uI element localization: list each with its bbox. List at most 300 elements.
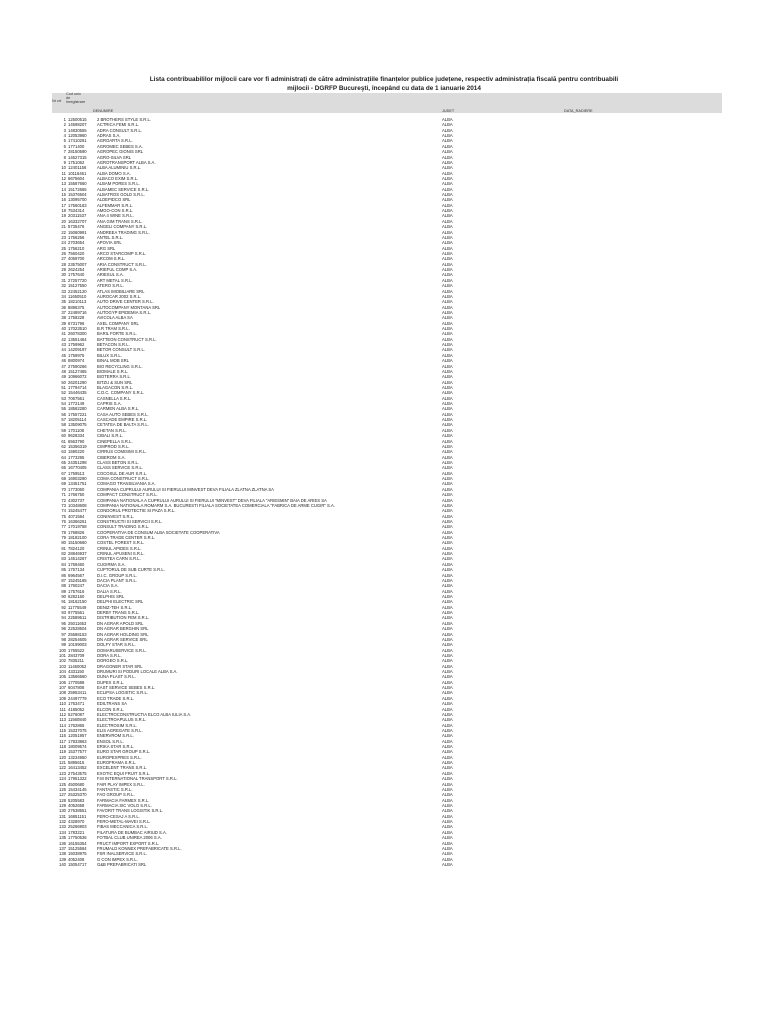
row-judet: ALBA (442, 797, 453, 803)
row-name: CETATEA DE BALTA S.R.L. (97, 422, 149, 428)
row-name: CIBALI S.R.L. (97, 433, 124, 439)
row-cif: 9775561 (68, 610, 85, 616)
row-cif: 16366261 (68, 518, 87, 524)
row-number: 80 (61, 540, 66, 546)
row-number: 97 (61, 631, 66, 637)
row-judet: ALBA (442, 502, 453, 508)
row-number: 124 (59, 776, 66, 782)
row-judet: ALBA (442, 411, 453, 417)
row-cif: 15060991 (68, 229, 87, 235)
row-name: DRUMURI SI PODURI LOCALE ALBA S.A. (97, 669, 178, 675)
row-name: ALFEMMAR S.R.L. (97, 202, 134, 208)
row-name: ALBAMEC SERVICE S.R.L. (97, 186, 150, 192)
row-name: BILUX S.R.L. (97, 352, 122, 358)
row-number: 105 (59, 674, 66, 680)
row-judet: ALBA (442, 320, 453, 326)
row-cif: 16155354 (68, 840, 87, 846)
row-cif: 27543575 (68, 770, 87, 776)
row-number: 81 (61, 545, 66, 551)
row-cif: 17019758 (68, 524, 87, 530)
row-name: COOPERATIVA DE CONSUM ALBA SOCIETATE COOPERATIVA (97, 529, 220, 535)
row-number: 98 (61, 636, 66, 642)
row-number: 7 (63, 149, 66, 155)
row-number: 5 (63, 138, 66, 144)
row-number: 88 (61, 583, 66, 589)
row-number: 120 (59, 754, 66, 760)
row-number: 94 (61, 615, 66, 621)
row-name: FERO-CESAJ A S.R.L. (97, 813, 140, 819)
row-cif: 1783221 (68, 829, 85, 835)
row-cif: 24351298 (68, 460, 87, 465)
row-name: DACIA PLANT S.R.L. (97, 577, 137, 583)
row-number: 44 (61, 347, 66, 353)
row-cif: 10199003 (68, 642, 87, 648)
row-judet: ALBA (442, 181, 453, 187)
row-cif: 1757640 (68, 272, 85, 278)
row-number: 16 (61, 197, 66, 203)
row-name: G&B PREFABRICATI SRL (97, 861, 147, 867)
row-cif: 18009574 (68, 744, 87, 750)
row-number: 67 (61, 470, 66, 476)
row-number: 56 (61, 411, 66, 417)
row-name: ALBACO EXIM S.R.L. (97, 175, 139, 181)
row-name: CRINUL APIDES S.R.L. (97, 545, 142, 551)
row-number: 101 (59, 652, 66, 658)
row-name: CARMEN ALBA S.R.L. (97, 406, 140, 412)
row-cif: 23575007 (68, 261, 87, 267)
row-cif: 7534314 (68, 208, 85, 214)
row-judet: ALBA (442, 669, 453, 675)
row-judet: ALBA (442, 701, 453, 707)
row-cif: 11650510 (68, 293, 87, 299)
row-judet: ALBA (442, 192, 453, 198)
row-name: ANGELI COMPANY S.R.L. (97, 224, 148, 230)
row-cif: 15434145 (68, 786, 87, 792)
row-judet: ALBA (442, 513, 453, 519)
row-judet: ALBA (442, 824, 453, 830)
row-name: ALBA ALUMINIU S.R.L. (97, 165, 142, 171)
row-judet: ALBA (442, 363, 453, 369)
row-number: 75 (61, 513, 66, 519)
row-judet: ALBA (442, 309, 453, 315)
row-number: 140 (59, 861, 66, 867)
row-judet: ALBA (442, 765, 453, 771)
row-number: 35 (61, 299, 66, 305)
row-judet: ALBA (442, 304, 453, 310)
row-cif: 5895615 (68, 760, 85, 766)
row-judet: ALBA (442, 272, 453, 278)
row-judet: ALBA (442, 652, 453, 658)
row-name: F.M INTERNATIONAL TRANSPORT S.R.L. (97, 776, 178, 782)
row-judet: ALBA (442, 647, 453, 653)
row-name: AVICOLA ALBA SA (97, 315, 133, 321)
row-judet: ALBA (442, 690, 453, 696)
row-judet: ALBA (442, 326, 453, 332)
row-number: 12 (61, 175, 66, 181)
row-judet: ALBA (442, 384, 453, 390)
row-cif: 27590266 (68, 363, 87, 369)
row-name: CLASS SERVICE S.R.L. (97, 465, 144, 471)
row-judet: ALBA (442, 352, 453, 358)
row-cif: 6282160 (68, 593, 85, 599)
row-judet: ALBA (442, 213, 453, 219)
row-number: 130 (59, 808, 66, 814)
row-name: COMA CONSTRUCT S.R.L. (97, 476, 150, 482)
row-judet: ALBA (442, 663, 453, 669)
row-cif: 1701108 (68, 427, 84, 433)
row-number: 63 (61, 449, 66, 455)
row-number: 3 (63, 127, 66, 133)
row-number: 30 (61, 272, 66, 278)
row-name: ECLIPSA LOGISTIC S.R.L. (97, 690, 148, 696)
row-name: ADRAS S.A. (97, 133, 121, 139)
row-judet: ALBA (442, 604, 453, 610)
row-judet: ALBA (442, 170, 453, 176)
row-name: ALBAM PORES S.R.L. (97, 181, 140, 187)
row-judet: ALBA (442, 508, 453, 514)
row-judet: ALBA (442, 224, 453, 230)
row-cif: 11775549 (68, 604, 87, 610)
row-cif: 13234950 (68, 754, 87, 760)
row-number: 109 (59, 695, 66, 701)
row-cif: 1770588 (68, 679, 85, 685)
row-cif: 1773295 (68, 454, 85, 460)
row-name: FRUCT IMPORT EXPORT S.R.L. (97, 840, 160, 846)
row-cif: 17750536 (68, 835, 87, 841)
row-cif: 24497779 (68, 695, 87, 701)
row-cif: 17833863 (68, 738, 87, 744)
row-name: FIBAS MECCANICA S.R.L. (97, 824, 148, 830)
row-cif: 10348608 (68, 502, 87, 508)
row-name: AGRO-SILVA SRL (97, 154, 132, 160)
row-number: 29 (61, 267, 66, 273)
row-cif: 11460052 (68, 663, 87, 669)
row-judet: ALBA (442, 813, 453, 819)
row-number: 104 (59, 669, 66, 675)
row-number: 125 (59, 781, 66, 787)
row-judet: ALBA (442, 545, 453, 551)
row-cif: 14627315 (68, 154, 87, 160)
row-name: DRAGONER STAR SRL (97, 663, 143, 669)
row-judet: ALBA (442, 781, 453, 787)
row-judet: ALBA (442, 792, 453, 798)
row-number: 4 (63, 133, 66, 139)
row-name: DACIA S.A. (97, 583, 119, 589)
row-judet: ALBA (442, 186, 453, 192)
row-judet: ALBA (442, 733, 453, 739)
row-name: FOTBAL CLUB UNIREA 2006 S.A. (97, 835, 162, 841)
row-number: 43 (61, 342, 66, 348)
table-header (52, 93, 722, 113)
row-number: 53 (61, 395, 66, 401)
row-cif: 2843709 (68, 652, 85, 658)
row-judet: ALBA (442, 427, 453, 433)
row-name: CAPRIS S.A. (97, 401, 122, 407)
row-cif: 6964567 (68, 572, 85, 578)
row-name: ANTEL S.R.L. (97, 234, 124, 240)
row-number: 50 (61, 379, 66, 385)
row-cif: 27638551 (68, 808, 87, 814)
row-number: 49 (61, 374, 66, 380)
row-cif: 10966072 (68, 374, 87, 380)
row-name: DN AGRAR APOLD SRL (97, 620, 144, 626)
row-judet: ALBA (442, 422, 453, 428)
row-name: ELECTROSIM S.R.L. (97, 722, 138, 728)
row-judet: ALBA (442, 347, 453, 353)
row-cif: 25266903 (68, 824, 87, 830)
row-cif: 1762865 (68, 722, 85, 728)
row-judet: ALBA (442, 197, 453, 203)
row-judet: ALBA (442, 829, 453, 835)
row-cif: 12053960 (68, 133, 87, 139)
row-number: 39 (61, 320, 66, 326)
row-cif: 6563790 (68, 438, 85, 444)
row-cif: 17023510 (68, 326, 87, 332)
row-judet: ALBA (442, 620, 453, 626)
row-name: ALDEPIDCO SRL (97, 197, 131, 203)
row-name: ELCON S.R.L. (97, 706, 125, 712)
row-name: BETACON S.R.L. (97, 342, 130, 348)
row-judet: ALBA (442, 722, 453, 728)
row-cif: 18205114 (68, 417, 87, 423)
row-cif: 12500515 (68, 117, 87, 122)
row-cif: 5276087 (68, 711, 85, 717)
row-judet: ALBA (442, 143, 453, 149)
row-name: ALBA DOMO S.A. (97, 170, 131, 176)
row-cif: 15125584 (68, 845, 87, 851)
row-number: 128 (59, 797, 66, 803)
row-judet: ALBA (442, 245, 453, 251)
row-number: 126 (59, 786, 66, 792)
row-name: FERO-METAL-MAVEI S.R.L. (97, 819, 151, 825)
row-number: 68 (61, 476, 66, 482)
row-name: CONSTRUCTII SI SERVICII S.R.L. (97, 518, 163, 524)
row-name: CRINUL APUSENI S.R.L. (97, 551, 145, 557)
row-number: 9 (63, 159, 66, 165)
row-judet: ALBA (442, 127, 453, 133)
row-judet: ALBA (442, 342, 453, 348)
row-name: EXCELENT TRANS S.R.L. (97, 765, 148, 771)
row-name: FSR INALSERVICE S.R.L. (97, 851, 147, 857)
row-judet: ALBA (442, 460, 453, 465)
row-number: 133 (59, 824, 66, 830)
row-judet: ALBA (442, 293, 453, 299)
row-judet: ALBA (442, 583, 453, 589)
row-cif: 7824120 (68, 545, 85, 551)
row-judet: ALBA (442, 577, 453, 583)
row-cif: 22589511 (68, 615, 87, 621)
row-judet: ALBA (442, 535, 453, 541)
row-name: CHETAN S.R.L. (97, 427, 127, 433)
row-number: 32 (61, 283, 66, 289)
row-cif: 22452120 (68, 288, 87, 294)
row-name: EXOTIC EQUI FRUIT S.R.L. (97, 770, 151, 776)
row-judet: ALBA (442, 454, 453, 460)
row-judet: ALBA (442, 438, 453, 444)
row-judet: ALBA (442, 717, 453, 723)
row-name: DELPHIS SRL (97, 593, 125, 599)
row-name: EAST SERVICE SEBES S.R.L. (97, 685, 156, 691)
table-row (0, 862, 768, 867)
row-number: 60 (61, 433, 66, 439)
row-judet: ALBA (442, 642, 453, 648)
row-cif: 14209197 (68, 347, 87, 353)
row-name: DORA S.R.L. (97, 652, 122, 658)
row-number: 99 (61, 642, 66, 648)
row-judet: ALBA (442, 524, 453, 530)
header-data-radiere: DATA_RADIERE (564, 109, 593, 113)
row-cif: 4185052 (68, 706, 85, 712)
row-judet: ALBA (442, 572, 453, 578)
row-judet: ALBA (442, 395, 453, 401)
header-denumire: DENUMIRE (93, 109, 114, 113)
row-number: 21 (61, 224, 66, 230)
row-name: DENIZ-TEH S.R.L. (97, 604, 133, 610)
row-number: 57 (61, 417, 66, 423)
row-number: 115 (59, 727, 66, 733)
row-cif: 1759513 (68, 470, 85, 476)
row-judet: ALBA (442, 138, 453, 144)
row-cif: 15377577 (68, 749, 87, 755)
row-cif: 2624254 (68, 267, 85, 273)
row-number: 114 (59, 722, 66, 728)
row-judet: ALBA (442, 679, 453, 685)
row-number: 135 (59, 835, 66, 841)
row-cif: 20311537 (68, 213, 87, 219)
row-judet: ALBA (442, 738, 453, 744)
row-name: AGROPEC GIONIS SRL (97, 149, 144, 155)
row-cif: 5735476 (68, 224, 85, 230)
row-number: 34 (61, 293, 66, 299)
row-number: 113 (59, 717, 66, 723)
row-number: 13 (61, 181, 66, 187)
row-judet: ALBA (442, 288, 453, 294)
row-judet: ALBA (442, 374, 453, 380)
row-number: 110 (59, 701, 66, 707)
row-judet: ALBA (442, 819, 453, 825)
row-number: 46 (61, 358, 66, 364)
row-judet: ALBA (442, 401, 453, 407)
row-name: B.R TRAM S.R.L. (97, 326, 130, 332)
row-number: 119 (59, 749, 66, 755)
row-number: 73 (61, 502, 66, 508)
row-name: D.I.C. GROUP S.R.L. (97, 572, 137, 578)
row-cif: 13566560 (68, 674, 87, 680)
row-name: COMPANIA CUPRULUI AURULUI SI FIERULUI MINVEST DEVA FILIALA ZLATNA ZLATNA SA (97, 486, 274, 492)
row-cif: 15337075 (68, 727, 87, 733)
row-number: 106 (59, 679, 66, 685)
row-cif: 5205583 (68, 797, 85, 803)
row-cif: 14598207 (68, 122, 87, 128)
row-name: ARCOM S.R.L. (97, 256, 126, 262)
row-name: ANDREEA TRADING S.R.L. (97, 229, 150, 235)
row-judet: ALBA (442, 840, 453, 846)
row-name: CUGIRMA S.A. (97, 561, 126, 567)
row-cif: 26078300 (68, 331, 87, 337)
row-name: G CON IMPEX S.R.L. (97, 856, 138, 862)
row-cif: 17794714 (68, 384, 87, 390)
row-cif: 1757134 (68, 567, 85, 573)
row-name: ENSOL S.R.L. (97, 738, 124, 744)
row-number: 41 (61, 331, 66, 337)
row-judet: ALBA (442, 476, 453, 482)
row-number: 36 (61, 304, 66, 310)
row-number: 90 (61, 593, 66, 599)
row-name: DN AGRAR SERVICE SRL (97, 636, 148, 642)
row-number: 100 (59, 647, 66, 653)
row-name: CUPTORUL DE SUB CURTE S.R.L. (97, 567, 165, 573)
row-name: BITZU & SUN SRL (97, 379, 133, 385)
row-number: 136 (59, 840, 66, 846)
row-judet: ALBA (442, 615, 453, 621)
row-cif: 17560163 (68, 202, 87, 208)
row-name: CONSULT TRADING S.R.L. (97, 524, 150, 530)
row-number: 24 (61, 240, 66, 246)
row-judet: ALBA (442, 433, 453, 439)
row-judet: ALBA (442, 256, 453, 262)
row-name: CINEPELLA S.R.L. (97, 438, 133, 444)
row-name: ELECTROAPULUS S.R.L. (97, 717, 147, 723)
row-number: 19 (61, 213, 66, 219)
row-judet: ALBA (442, 240, 453, 246)
row-judet: ALBA (442, 567, 453, 573)
row-name: EDILTRANS SA (97, 701, 127, 707)
header-cod: Cod unic de înregistrare (66, 92, 86, 105)
row-cif: 1756256 (68, 234, 85, 240)
row-name: 2 BROTHERS STYLE S.R.L. (97, 117, 151, 122)
row-number: 79 (61, 535, 66, 541)
row-number: 59 (61, 427, 66, 433)
row-number: 85 (61, 567, 66, 573)
row-judet: ALBA (442, 861, 453, 867)
row-name: FAVORIT TRANS LOGISTIK S.R.L. (97, 808, 164, 814)
row-number: 111 (59, 706, 66, 712)
row-name: DELPHI ELECTRIC SRL (97, 599, 144, 605)
row-cif: 13095700 (68, 197, 87, 203)
row-name: DISTRIBUTION FEM S.R.L. (97, 615, 150, 621)
row-cif: 1772149 (68, 401, 85, 407)
row-judet: ALBA (442, 808, 453, 814)
row-name: AUTO DRIVE CENTER S.R.L. (97, 299, 154, 305)
row-name: ARG SRL (97, 245, 116, 251)
row-number: 52 (61, 390, 66, 396)
row-judet: ALBA (442, 481, 453, 487)
row-name: BIOTERRA S.R.L. (97, 374, 131, 380)
row-judet: ALBA (442, 599, 453, 605)
row-judet: ALBA (442, 299, 453, 305)
row-number: 103 (59, 663, 66, 669)
row-cif: 15446435 (68, 390, 87, 396)
row-cif: 17410261 (68, 138, 87, 144)
row-cif: 11560840 (68, 717, 87, 723)
row-name: ATLAS IMOBILIARE SRL (97, 288, 145, 294)
row-judet: ALBA (442, 218, 453, 224)
row-name: ADRA CONSULT S.R.L. (97, 127, 142, 133)
title-line-1: Lista contribuabililor mijlocii care vor fi administrați de către administrațiile finanțelor publice județene, respectiv administrația fiscală pentru contribuabili (149, 76, 619, 83)
row-number: 45 (61, 352, 66, 358)
row-name: CASNELLA S.R.L. (97, 395, 132, 401)
row-cif: 14514267 (68, 556, 87, 562)
row-name: DORGEO S.R.L. (97, 658, 129, 664)
row-cif: 1769460 (68, 561, 85, 567)
row-name: ARIESUL S.A. (97, 272, 124, 278)
row-name: AXEL COMPANY SRL (97, 320, 139, 326)
row-cif: 15127465 (68, 368, 87, 374)
row-cif: 16413452 (68, 765, 87, 771)
row-cif: 1773060 (68, 486, 85, 492)
row-cif: 18562280 (68, 406, 87, 412)
row-cif: 1759975 (68, 352, 85, 358)
